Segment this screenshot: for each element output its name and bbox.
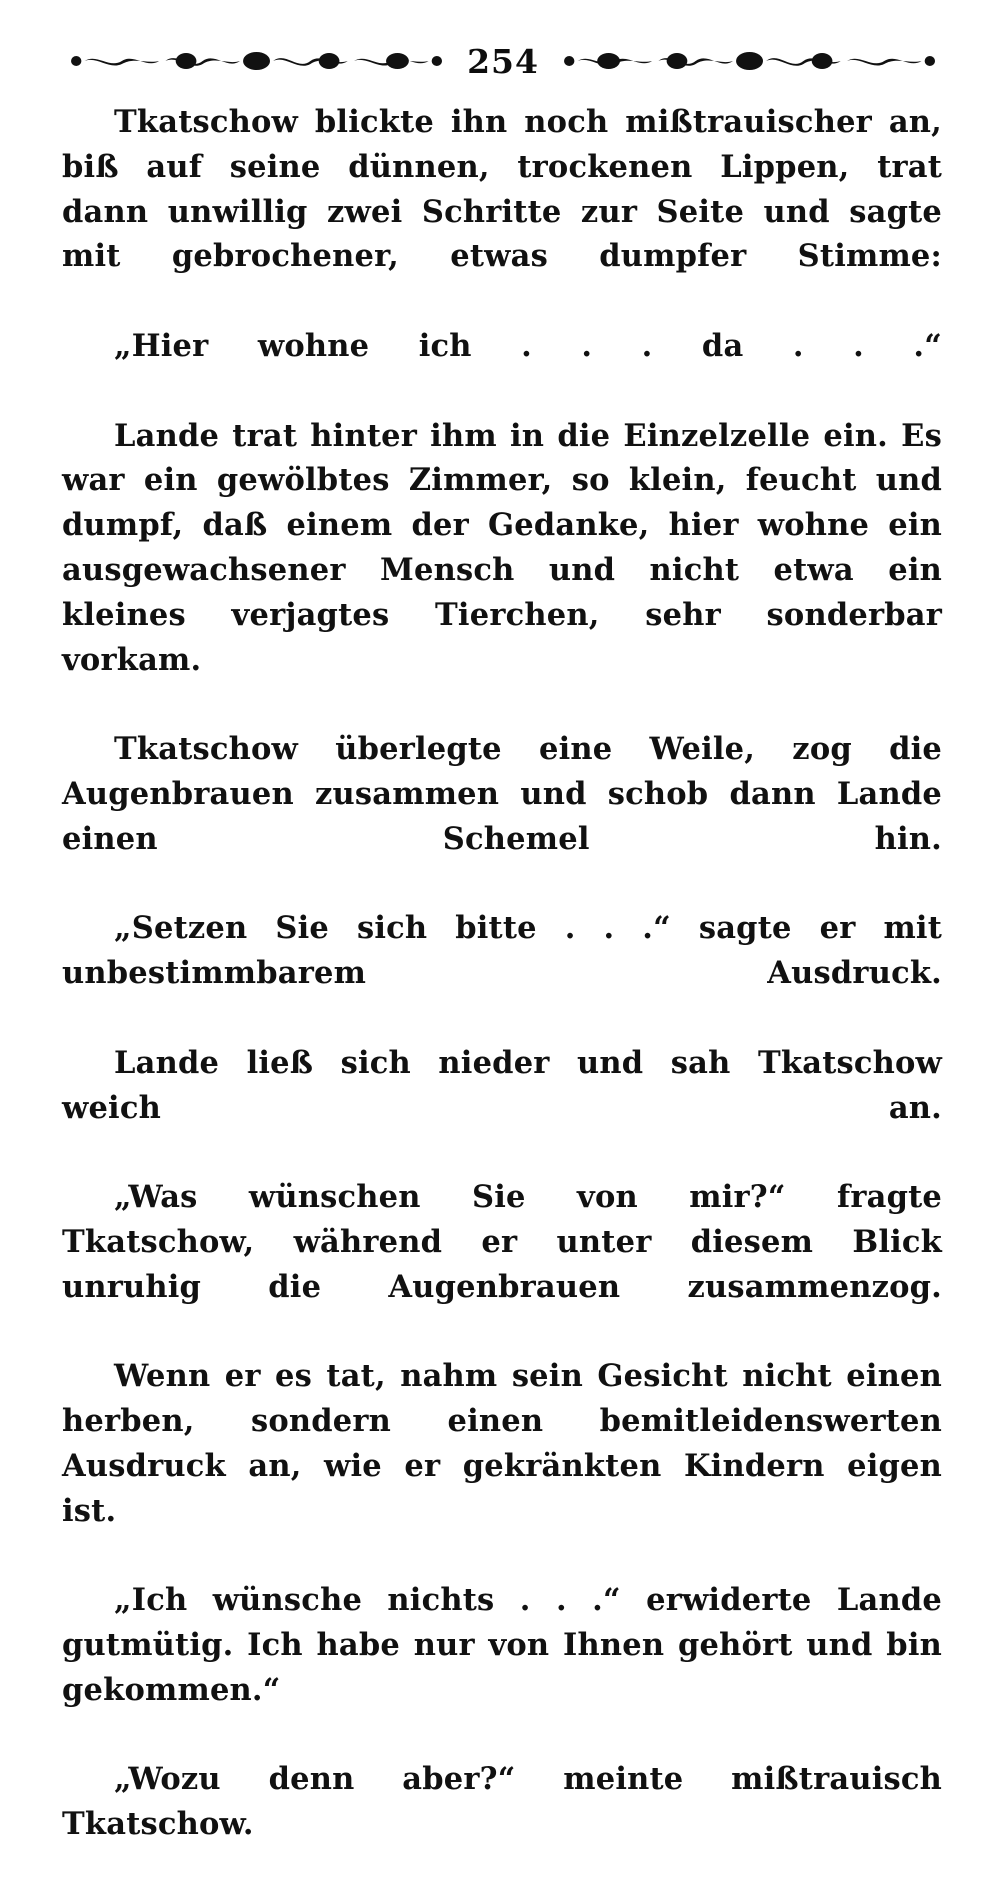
paragraph: „Setzen Sie sich bitte . . .“ sagte er mit unbestimmbarem Ausdruck. bbox=[62, 910, 942, 992]
paragraph: „Wozu denn aber?“ meinte mißtrauisch Tkatschow. bbox=[62, 1761, 942, 1843]
paragraph: „Ich wünsche nichts . . .“ erwiderte Lande gutmütig. Ich habe nur von Ihnen gehört und bin gekommen.“ bbox=[62, 1582, 942, 1708]
decorative-flourish-icon-right bbox=[563, 50, 936, 72]
page-header bbox=[70, 38, 936, 84]
paragraph: Tkatschow überlegte eine Weile, zog die Augenbrauen zusammen und schob dann Lande einen Schemel hin. bbox=[62, 731, 942, 857]
paragraph: Lande trat hinter ihm in die Einzelzelle ein. Es war ein gewölbtes Zimmer, so klein, feucht und dumpf, daß einem der Gedanke, hier wohne ein ausgewachsener Mensch und nicht etwa ein kleines verjagtes Tierchen, sehr sonderbar vorkam. bbox=[62, 417, 942, 678]
paragraph: Lande ließ sich nieder und sah Tkatschow weich an. bbox=[62, 1044, 942, 1126]
decorative-flourish-icon-left bbox=[70, 50, 443, 72]
paragraph: Wenn er es tat, nahm sein Gesicht nicht einen herben, sondern einen bemitleidenswerten Ausdruck an, wie er gekränkten Kindern eigen ist. bbox=[62, 1358, 942, 1529]
paragraph: Tkatschow blickte ihn noch mißtrauischer an, biß auf seine dünnen, trockenen Lippen, trat dann unwillig zwei Schritte zur Seite und sagte mit gebrochener, etwas dumpfer Stimme: bbox=[62, 104, 942, 275]
paragraph: „Hier wohne ich . . . da . . .“ bbox=[114, 327, 942, 364]
paragraph: „Was wünschen Sie von mir?“ fragte Tkatschow, während er unter diesem Blick unruhig die Augenbrauen zusammenzog. bbox=[62, 1179, 942, 1305]
page-text-body bbox=[62, 100, 942, 1892]
page-number: 254 bbox=[467, 41, 539, 81]
